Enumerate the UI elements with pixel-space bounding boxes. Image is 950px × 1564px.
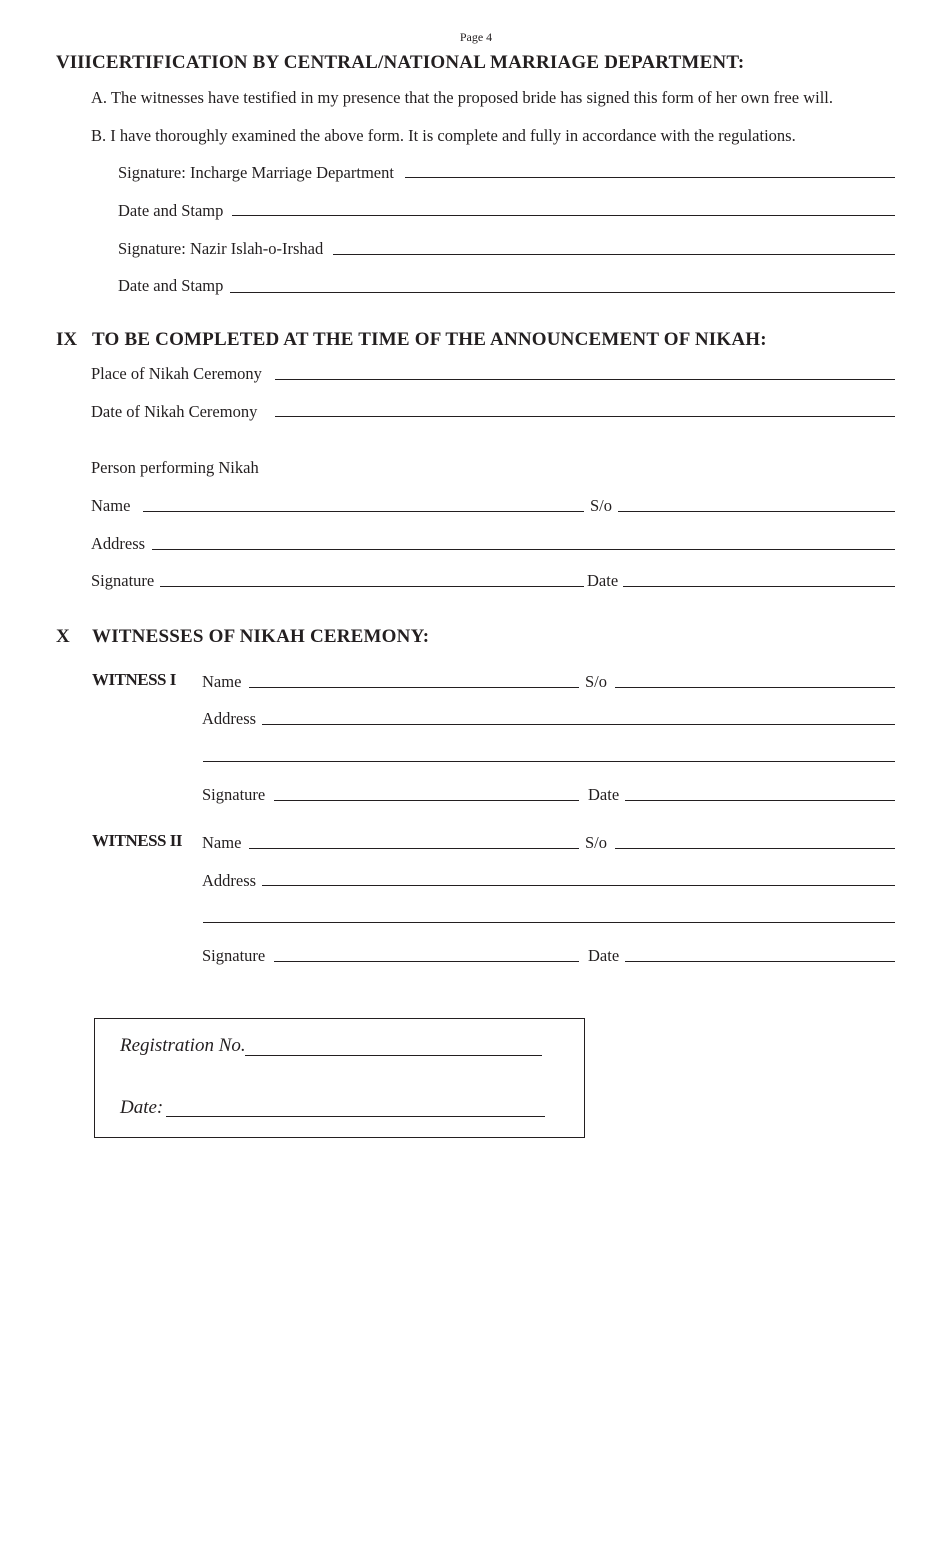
section-viii-number: VIII [56, 52, 92, 73]
place-of-nikah-label: Place of Nikah Ceremony [91, 364, 262, 383]
witness-2-signature-field[interactable] [274, 961, 579, 962]
witness-2-label: WITNESS II [92, 831, 182, 850]
witness-2-name-field[interactable] [249, 848, 579, 849]
nazir-signature-label: Signature: Nazir Islah-o-Irshad [118, 239, 324, 258]
date-stamp-label-2: Date and Stamp [118, 276, 224, 295]
registration-date-label: Date: [120, 1097, 164, 1118]
officiant-name-field[interactable] [143, 511, 584, 512]
registration-number-label: Registration No. [120, 1035, 246, 1056]
witness-2-name-label: Name [202, 833, 242, 852]
incharge-signature-field[interactable] [405, 177, 895, 178]
witness-1-so-label: S/o [585, 672, 608, 691]
witness-1-name-label: Name [202, 672, 242, 691]
witness-2-so-field[interactable] [615, 848, 895, 849]
witness-1-name-field[interactable] [249, 687, 579, 688]
officiant-address-label: Address [91, 534, 146, 553]
witness-1-address-field-line2[interactable] [203, 761, 895, 762]
witness-2-date-field[interactable] [625, 961, 895, 962]
witness-1-signature-field[interactable] [274, 800, 579, 801]
officiant-signature-field[interactable] [160, 586, 584, 587]
place-of-nikah-field[interactable] [275, 379, 895, 380]
registration-number-field[interactable] [245, 1055, 542, 1056]
witness-2-address-field-line2[interactable] [203, 922, 895, 923]
witness-1-date-field[interactable] [625, 800, 895, 801]
section-x-number: X [56, 626, 70, 647]
date-stamp-field-2[interactable] [230, 292, 895, 293]
nazir-signature-field[interactable] [333, 254, 895, 255]
date-stamp-label-1: Date and Stamp [118, 201, 224, 220]
registration-date-field[interactable] [166, 1116, 545, 1117]
date-of-nikah-field[interactable] [275, 416, 895, 417]
witness-1-address-label: Address [202, 709, 257, 728]
witness-2-address-field[interactable] [262, 885, 895, 886]
section-x-title: WITNESSES OF NIKAH CEREMONY: [92, 626, 430, 647]
witness-1-address-field[interactable] [262, 724, 895, 725]
witness-1-date-label: Date [588, 785, 620, 804]
statement-a: A. The witnesses have testified in my presence that the proposed bride has signed this form of her own free will. [91, 88, 834, 107]
date-of-nikah-label: Date of Nikah Ceremony [91, 402, 258, 421]
witness-1-label: WITNESS I [92, 670, 176, 689]
person-performing-label: Person performing Nikah [91, 458, 259, 477]
officiant-so-field[interactable] [618, 511, 895, 512]
date-stamp-field-1[interactable] [232, 215, 895, 216]
witness-1-signature-label: Signature [202, 785, 266, 804]
officiant-so-label: S/o [590, 496, 613, 515]
officiant-date-label: Date [587, 571, 619, 590]
witness-1-so-field[interactable] [615, 687, 895, 688]
page-number: Page 4 [459, 30, 493, 44]
officiant-name-label: Name [91, 496, 131, 515]
witness-2-address-label: Address [202, 871, 257, 890]
incharge-signature-label: Signature: Incharge Marriage Department [118, 163, 394, 182]
witness-2-date-label: Date [588, 946, 620, 965]
officiant-date-field[interactable] [623, 586, 895, 587]
officiant-signature-label: Signature [91, 571, 155, 590]
witness-2-so-label: S/o [585, 833, 608, 852]
section-viii-title: CERTIFICATION BY CENTRAL/NATIONAL MARRIAGE DEPARTMENT: [92, 52, 745, 73]
section-ix-number: IX [56, 329, 78, 350]
witness-2-signature-label: Signature [202, 946, 266, 965]
statement-b: B. I have thoroughly examined the above form. It is complete and fully in accordance with the regulations. [91, 126, 796, 145]
section-ix-title: TO BE COMPLETED AT THE TIME OF THE ANNOUNCEMENT OF NIKAH: [92, 329, 767, 350]
officiant-address-field[interactable] [152, 549, 895, 550]
